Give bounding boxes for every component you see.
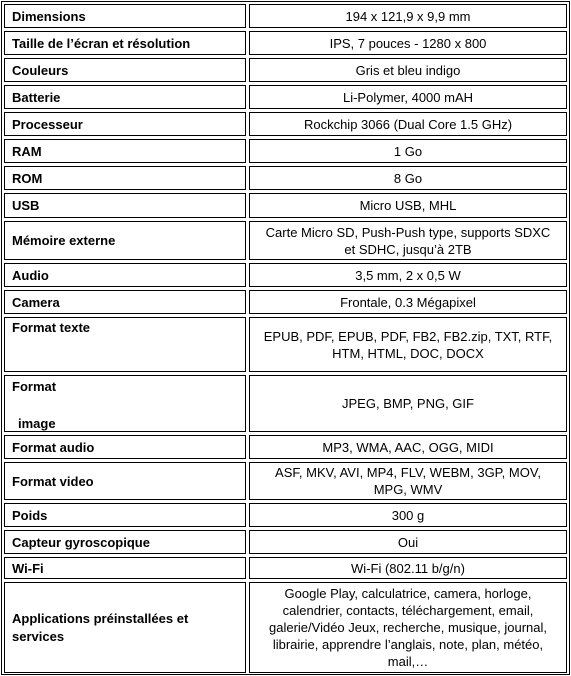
spec-value-line: Rockchip 3066 (Dual Core 1.5 GHz) [303, 116, 513, 132]
spec-value-line: EPUB, PDF, EPUB, PDF, FB2, FB2.zip, TXT, RTF, [263, 328, 553, 344]
table-row-audio-format [4, 435, 567, 459]
spec-value [249, 263, 567, 287]
spec-value [249, 582, 567, 673]
spec-value [249, 435, 567, 459]
spec-value-line: JPEG, BMP, PNG, GIF [342, 396, 474, 411]
spec-label-line: image [18, 416, 56, 431]
spec-label: Wi-Fi [4, 557, 246, 579]
spec-label [4, 375, 246, 432]
table-row-image-format [4, 375, 567, 432]
spec-value-line: calendrier, contacts, téléchargement, email, [282, 603, 534, 618]
table-row-usb [4, 193, 567, 218]
table-row-wifi [4, 557, 567, 579]
spec-value [249, 557, 567, 579]
table-row-colors [4, 58, 567, 82]
spec-value-line: Frontale, 0.3 Mégapixel [340, 294, 476, 310]
spec-value-line: et SDHC, jusqu’à 2TB [344, 241, 472, 257]
table-row-preinstalled-apps [4, 582, 567, 673]
specifications-table [1, 1, 570, 675]
spec-value-line: IPS, 7 pouces - 1280 x 800 [329, 35, 487, 51]
spec-value-line: Google Play, calculatrice, camera, horloge, [284, 586, 532, 601]
spec-label-line: services [12, 628, 65, 644]
spec-value-line: librairie, apprendre l’anglais, note, plan, météo, [272, 637, 544, 652]
spec-value-line: 194 x 121,9 x 9,9 mm [345, 8, 471, 24]
table-row-rom [4, 166, 567, 190]
spec-value [249, 58, 567, 82]
spec-value-line: Carte Micro SD, Push-Push type, supports SDXC [265, 224, 551, 240]
spec-value [249, 4, 567, 28]
spec-label: Format video [4, 462, 246, 500]
spec-value-line: galerie/Vidéo Jeux, recherche, musique, journal, [269, 620, 547, 635]
spec-value [249, 317, 567, 372]
spec-value-line: Micro USB, MHL [359, 198, 457, 213]
spec-value [249, 290, 567, 314]
spec-label [4, 582, 246, 673]
spec-label: Format audio [4, 435, 246, 459]
table-row-ram [4, 139, 567, 163]
table-row-gyroscope [4, 530, 567, 554]
spec-label: Couleurs [4, 58, 246, 82]
table-row-video-format [4, 462, 567, 500]
spec-label: Batterie [4, 85, 246, 109]
table-row-processor [4, 112, 567, 136]
spec-value-line: ASF, MKV, AVI, MP4, FLV, WEBM, 3GP, MOV, [275, 465, 541, 480]
spec-value [249, 462, 567, 500]
spec-label: Format texte [4, 317, 246, 372]
spec-value-line: MP3, WMA, AAC, OGG, MIDI [322, 439, 494, 455]
spec-label: Processeur [4, 112, 246, 136]
spec-value [249, 139, 567, 163]
spec-value-line: mail,… [387, 654, 429, 669]
spec-label: Dimensions [4, 4, 246, 28]
spec-value-line: Gris et bleu indigo [355, 62, 461, 78]
spec-label: Audio [4, 263, 246, 287]
spec-value [249, 31, 567, 55]
spec-label-line: Format [12, 379, 57, 394]
spec-value [249, 221, 567, 260]
spec-value [249, 193, 567, 218]
spec-label-line: Applications préinstallées et [12, 610, 189, 626]
spec-value [249, 85, 567, 109]
table-row-text-format [4, 317, 567, 372]
spec-value-line: 1 Go [393, 143, 423, 159]
table-row-dimensions [4, 4, 567, 28]
spec-value-line: 3,5 mm, 2 x 0,5 W [355, 267, 461, 283]
table-row-battery [4, 85, 567, 109]
spec-label: Taille de l’écran et résolution [4, 31, 246, 55]
spec-label: Mémoire externe [4, 221, 246, 260]
spec-value [249, 375, 567, 432]
spec-value-line: Li-Polymer, 4000 mAH [342, 89, 474, 105]
spec-value-line: MPG, WMV [373, 482, 443, 497]
spec-value-line: Oui [397, 534, 419, 550]
spec-value-line: HTM, HTML, DOC, DOCX [332, 345, 484, 361]
spec-value [249, 503, 567, 527]
spec-label: Capteur gyroscopique [4, 530, 246, 554]
spec-value [249, 166, 567, 190]
table-row-screen [4, 31, 567, 55]
spec-value-line: Wi-Fi (802.11 b/g/n) [351, 560, 465, 576]
spec-value-line: 300 g [391, 507, 425, 523]
spec-value-line: 8 Go [393, 170, 423, 186]
table-row-camera [4, 290, 567, 314]
spec-label: USB [4, 193, 246, 218]
spec-label: Poids [4, 503, 246, 527]
spec-label: Camera [4, 290, 246, 314]
spec-value [249, 530, 567, 554]
spec-label: RAM [4, 139, 246, 163]
table-row-weight [4, 503, 567, 527]
spec-value [249, 112, 567, 136]
table-row-external-memory [4, 221, 567, 260]
table-row-audio [4, 263, 567, 287]
spec-label: ROM [4, 166, 246, 190]
